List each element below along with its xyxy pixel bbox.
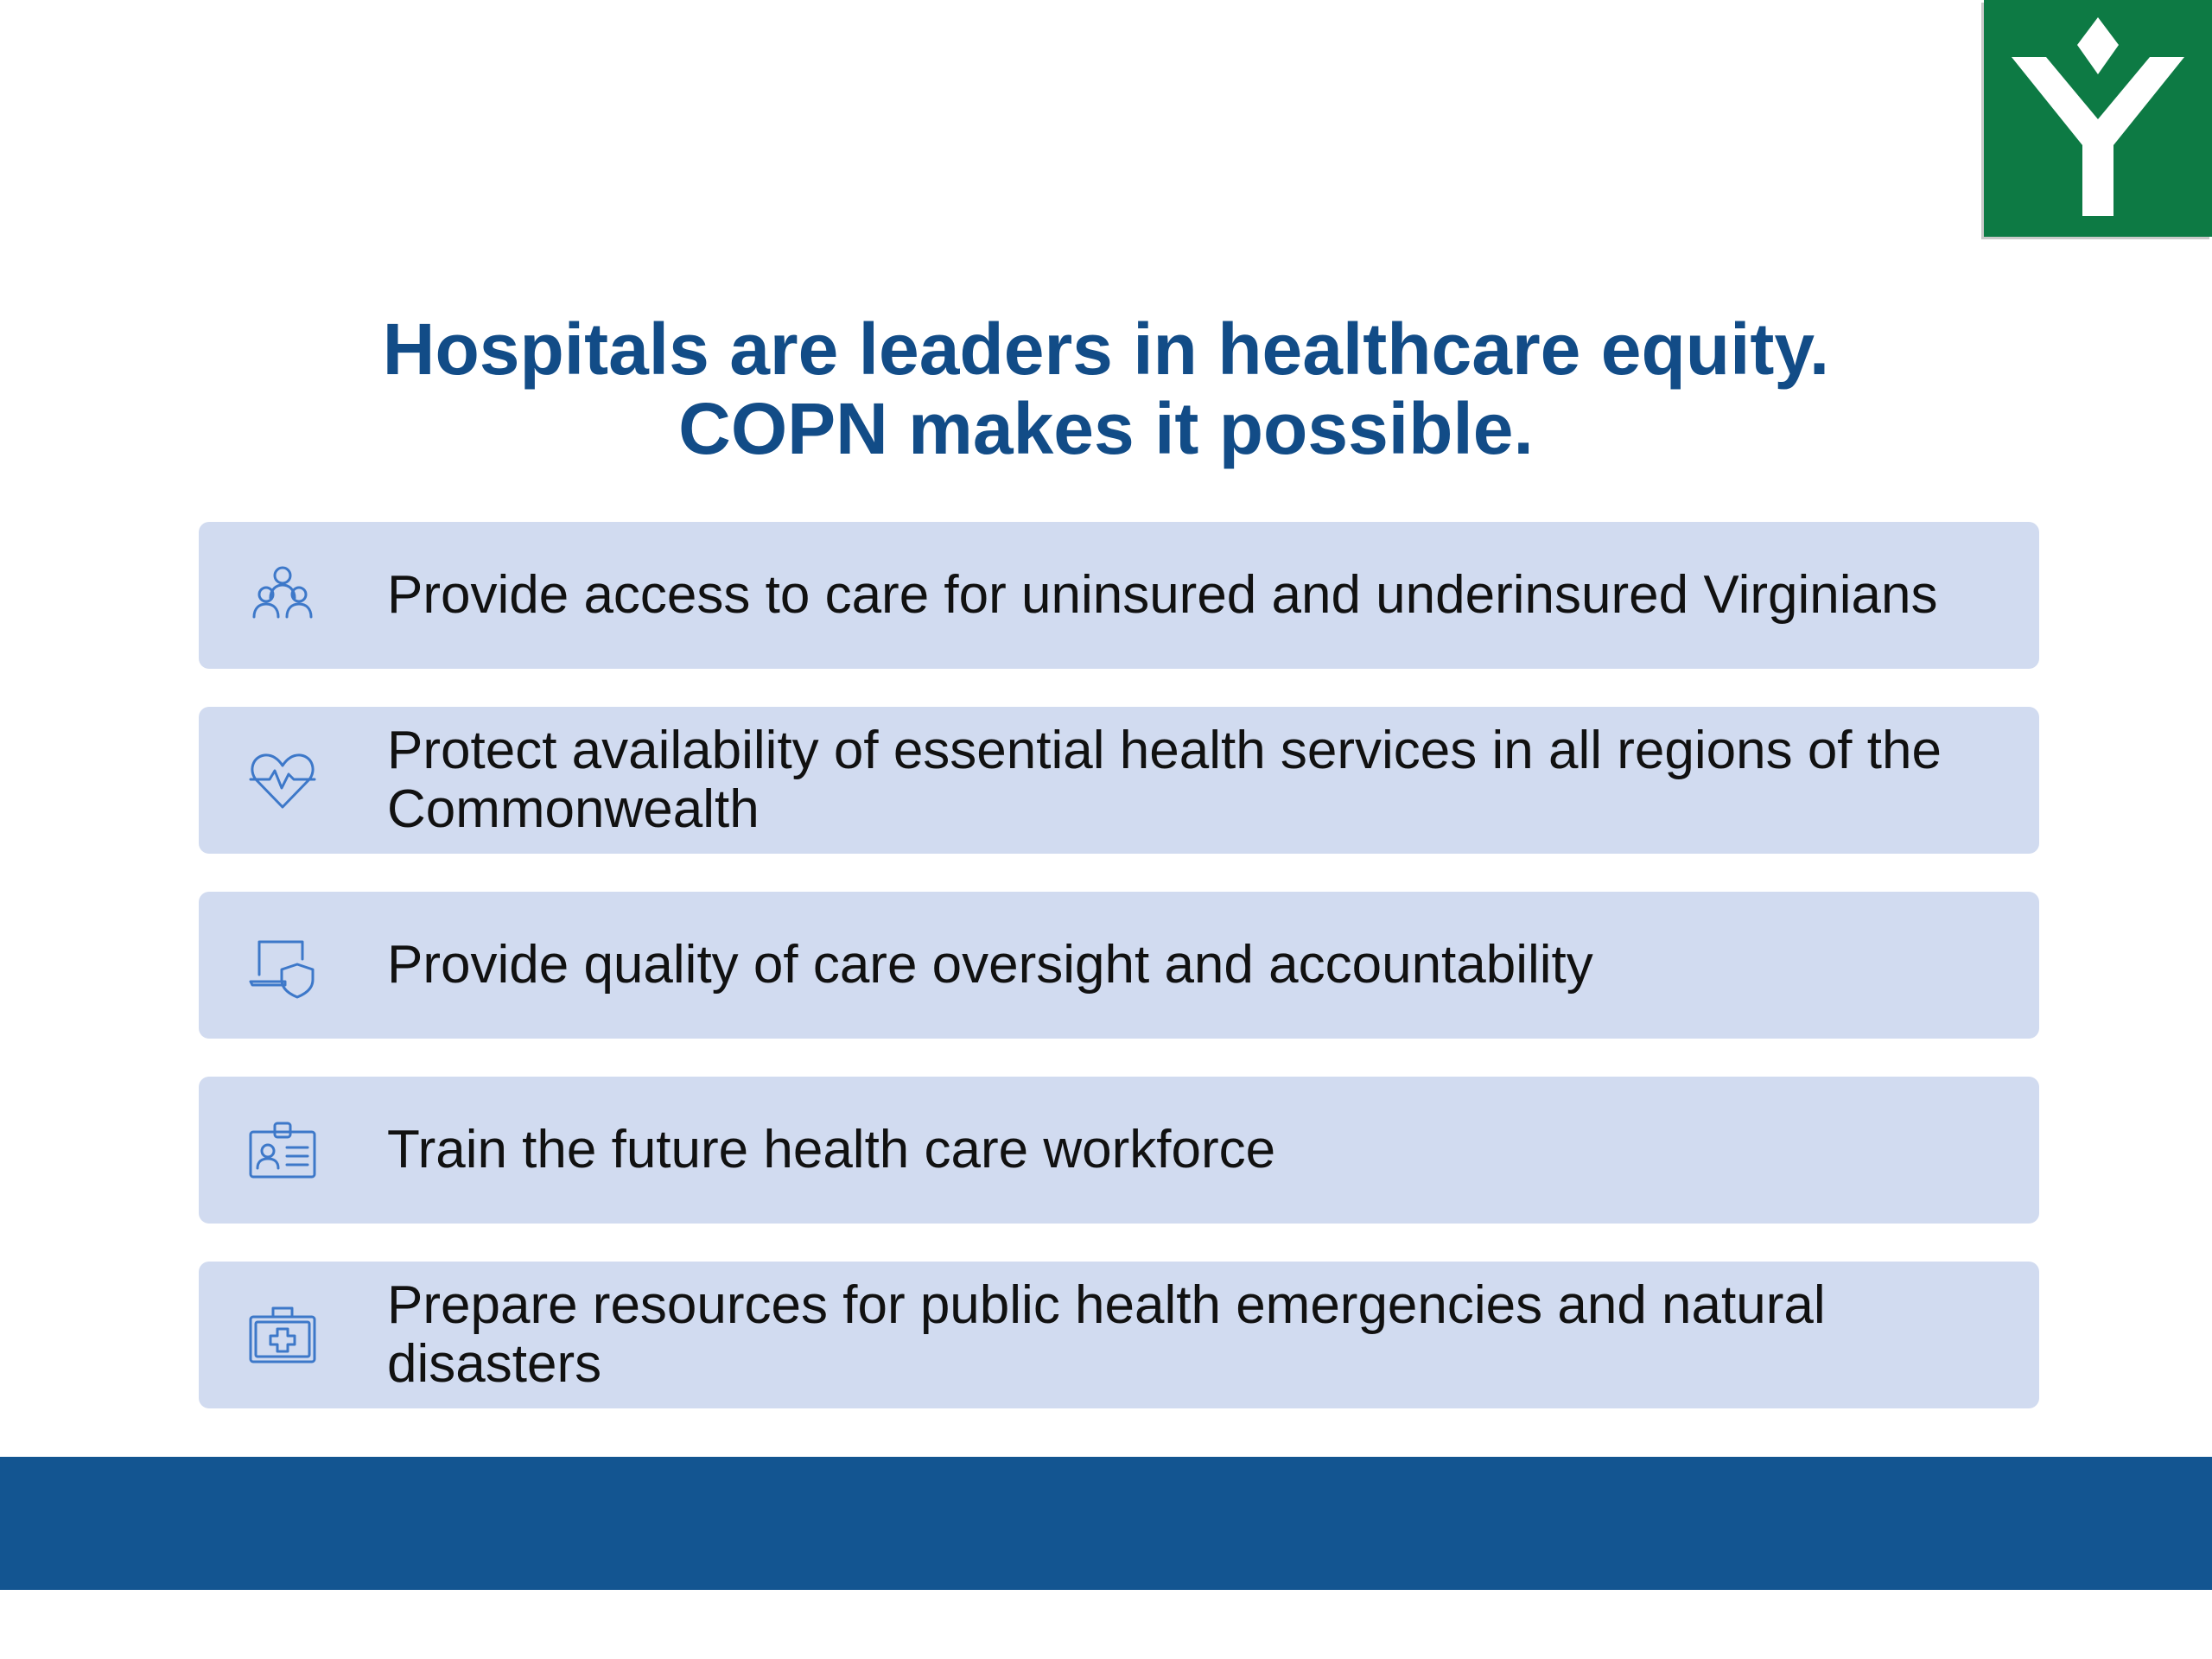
benefit-item-access: [199, 522, 2039, 669]
benefit-text-access: Provide access to care for uninsured and underinsured Virginians: [387, 565, 1938, 625]
heart-pulse-icon: [247, 745, 318, 816]
benefit-item-workforce: [199, 1077, 2039, 1224]
medical-kit-icon: [247, 1300, 318, 1370]
footer-bar: [0, 1457, 2212, 1590]
people-group-icon: [247, 560, 318, 631]
benefit-list: [199, 522, 2039, 1446]
benefit-item-emergencies: [199, 1262, 2039, 1408]
benefit-text-oversight: Provide quality of care oversight and accountability: [387, 935, 1593, 995]
benefit-text-emergencies: Prepare resources for public health emergencies and natural disasters: [387, 1275, 1826, 1394]
title-line-1: Hospitals are leaders in healthcare equity.: [382, 308, 1830, 390]
laptop-shield-icon: [247, 930, 318, 1001]
organization-logo: [1984, 0, 2212, 237]
y-logo-icon: [1984, 0, 2212, 237]
title-line-2: COPN makes it possible.: [678, 388, 1534, 469]
benefit-item-oversight: [199, 892, 2039, 1039]
page-title: [0, 309, 2212, 468]
benefit-text-workforce: Train the future health care workforce: [387, 1120, 1276, 1179]
benefit-text-availability: Protect availability of essential health services in all regions of the Commonwealth: [387, 721, 1942, 839]
benefit-item-availability: [199, 707, 2039, 854]
id-badge-icon: [247, 1115, 318, 1185]
